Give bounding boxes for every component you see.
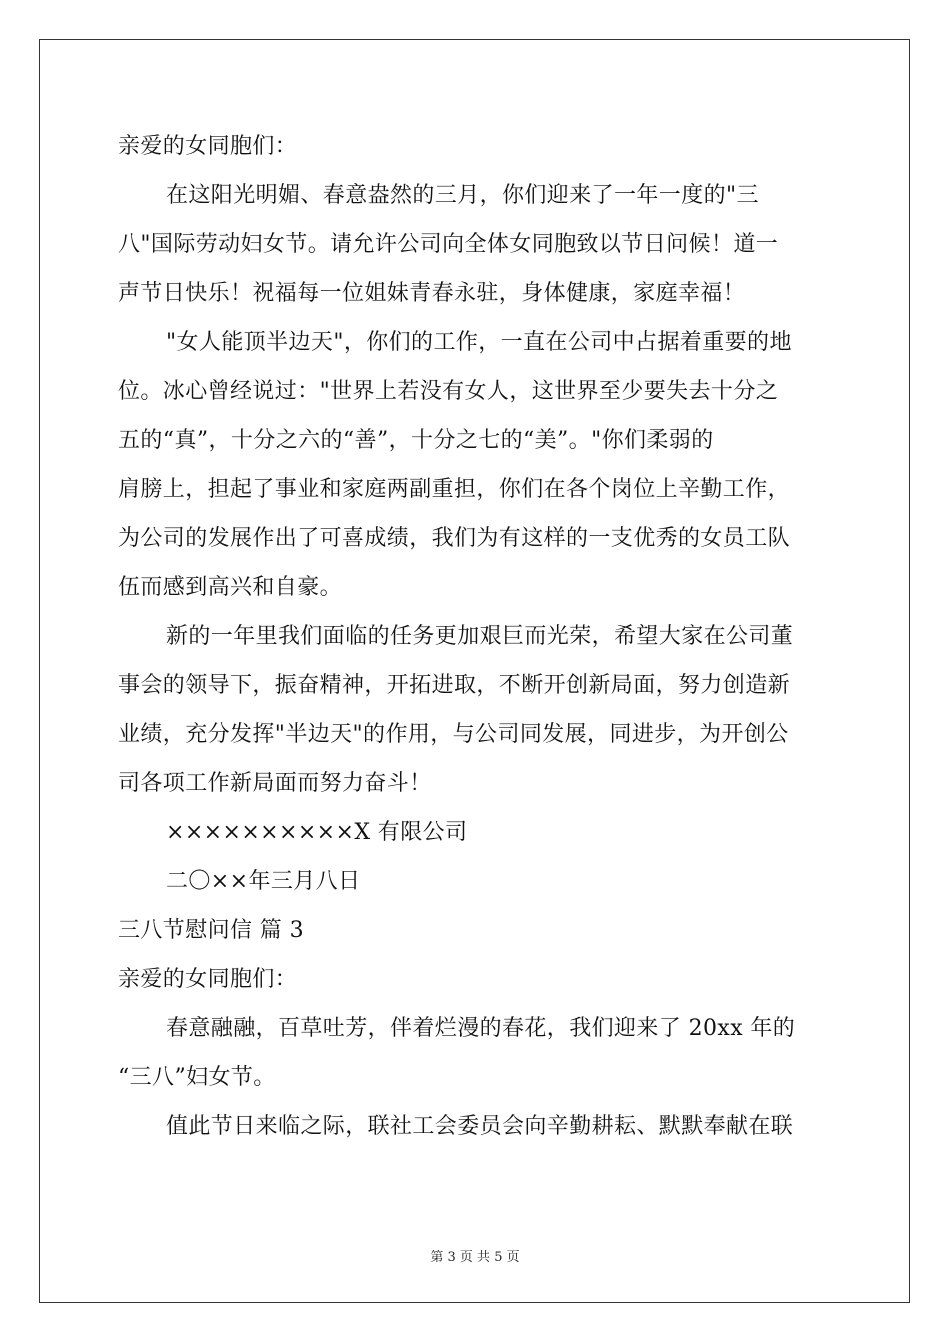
salutation: 亲爱的女同胞们： <box>118 134 298 159</box>
paragraph-line: 业绩，充分发挥"半边天"的作用，与公司同发展，同进步，为开创公 <box>118 722 789 747</box>
paragraph-line: 为公司的发展作出了可喜成绩，我们为有这样的一支优秀的女员工队 <box>118 526 791 551</box>
paragraph-line: 新的一年里我们面临的任务更加艰巨而光荣，希望大家在公司董 <box>166 624 794 649</box>
paragraph-line: "女人能顶半边天"，你们的工作，一直在公司中占据着重要的地 <box>166 330 792 355</box>
section-heading: 三八节慰问信 篇 3 <box>118 918 304 943</box>
salutation: 亲爱的女同胞们： <box>118 967 298 992</box>
document-body <box>118 122 838 1151</box>
paragraph-line: 声节日快乐！祝福每一位姐妹青春永驻，身体健康，家庭幸福！ <box>118 281 746 306</box>
paragraph-line: 司各项工作新局面而努力奋斗！ <box>118 771 432 796</box>
signature-company: ××××××××××X 有限公司 <box>166 820 468 845</box>
paragraph-line: 春意融融，百草吐芳，伴着烂漫的春花，我们迎来了 20xx 年的 <box>166 1016 796 1041</box>
signature-date: 二〇××年三月八日 <box>166 869 361 894</box>
paragraph-line: 在这阳光明媚、春意盎然的三月，你们迎来了一年一度的"三 <box>166 183 759 208</box>
paragraph-line: 事会的领导下，振奋精神，开拓进取，不断开创新局面，努力创造新 <box>118 673 791 698</box>
paragraph-line: 位。冰心曾经说过："世界上若没有女人，这世界至少要失去十分之 <box>118 379 779 404</box>
page-number: 第 3 页 共 5 页 <box>430 1250 520 1265</box>
paragraph-line: 值此节日来临之际，联社工会委员会向辛勤耕耘、默默奉献在联 <box>166 1114 794 1139</box>
paragraph-line: “三八”妇女节。 <box>118 1065 276 1090</box>
paragraph-line: 五的“真”，十分之六的“善”，十分之七的“美”。"你们柔弱的 <box>118 428 714 453</box>
paragraph-line: 伍而感到高兴和自豪。 <box>118 575 343 600</box>
paragraph-line: 肩膀上，担起了事业和家庭两副重担，你们在各个岗位上辛勤工作， <box>118 477 791 502</box>
paragraph-line: 八"国际劳动妇女节。请允许公司向全体女同胞致以节日问候！道一 <box>118 232 779 257</box>
